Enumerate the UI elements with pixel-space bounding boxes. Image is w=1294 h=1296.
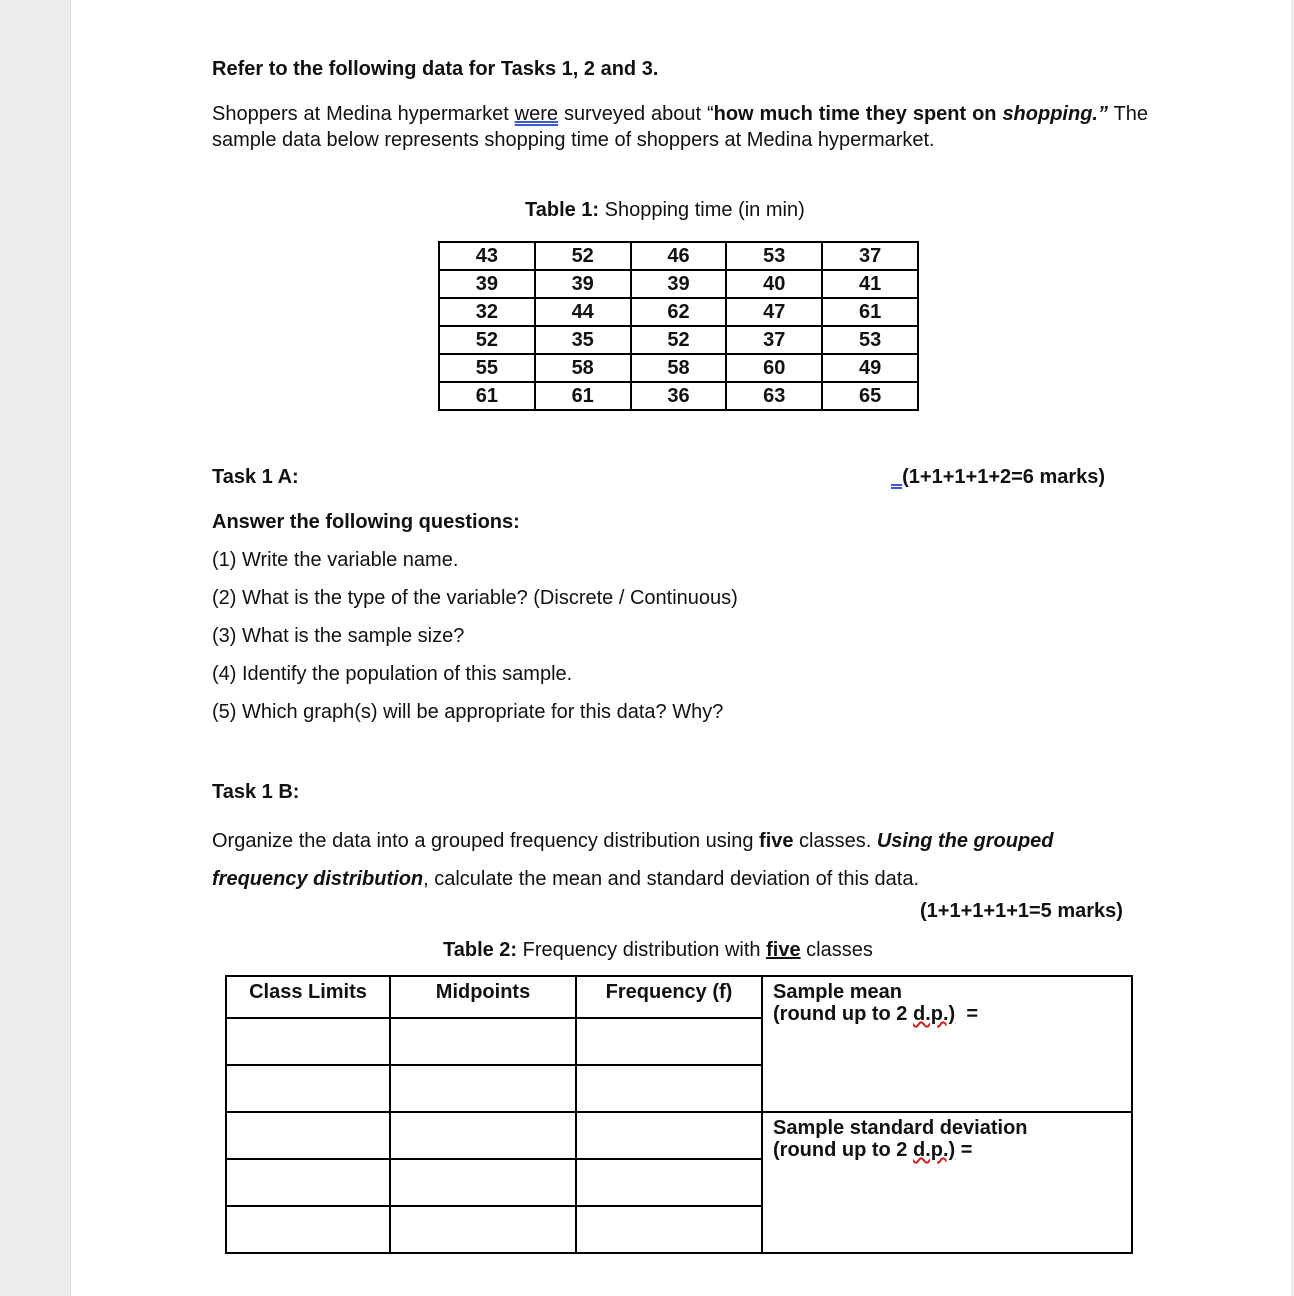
table2-caption [443,939,873,962]
table1-cell: 44 [535,298,631,326]
table1-cell: 61 [535,382,631,410]
table1-cell: 53 [822,326,918,354]
eq: = [955,1139,973,1161]
table1-cell: 61 [822,298,918,326]
caption-five: five [766,939,801,961]
table1-cell: 63 [726,382,822,410]
table2 [225,975,1133,1254]
sd-round [773,1139,1121,1161]
intro-bold-italic: shopping.” [1002,103,1108,125]
midpoint-cell[interactable] [390,1159,576,1206]
midpoint-cell[interactable] [390,1018,576,1065]
question-4: (4) Identify the population of this sample. [212,663,573,685]
table1-cell: 55 [439,354,535,382]
table1-cell: 32 [439,298,535,326]
dp-text: d.p.) [912,1139,956,1161]
table1-cell: 47 [726,298,822,326]
t1b-text: classes. [793,830,877,852]
header-frequency: Frequency (f) [576,976,762,1018]
caption-label: Table 2: [443,939,518,961]
intro-text: Shoppers at Medina hypermarket [212,103,515,125]
table1-cell: 49 [822,354,918,382]
table1-cell: 58 [535,354,631,382]
header-midpoints: Midpoints [390,976,576,1018]
table1-cell: 65 [822,382,918,410]
round-text: (round up to 2 [773,1139,913,1161]
table1-cell: 53 [726,242,822,270]
t1b-text: , calculate the mean and standard deviation of this data. [423,868,920,890]
caption-text: classes [800,939,873,961]
midpoint-cell[interactable] [390,1206,576,1253]
frequency-cell[interactable] [576,1018,762,1065]
table1 [438,241,919,411]
table1-row [439,354,918,382]
frequency-cell[interactable] [576,1159,762,1206]
mean-label: Sample mean [773,981,902,1003]
intro-bold: how much time they spent on [713,103,997,125]
frequency-cell[interactable] [576,1112,762,1159]
caption-text: Frequency distribution with [517,939,767,961]
table1-cell: 37 [726,326,822,354]
table1-row [439,382,918,410]
table1-cell: 39 [439,270,535,298]
class-limits-cell[interactable] [226,1112,390,1159]
frequency-cell[interactable] [576,1206,762,1253]
heading: Refer to the following data for Tasks 1, 2 and 3. [212,58,659,80]
class-limits-cell[interactable] [226,1206,390,1253]
frequency-cell[interactable] [576,1065,762,1112]
table1-cell: 46 [631,242,727,270]
t1b-text: Organize the data into a grouped frequency distribution using [212,830,760,852]
sample-sd-cell[interactable] [762,1112,1132,1253]
table1-cell: 61 [439,382,535,410]
table1-row [439,270,918,298]
intro-text: The sample data below represents shopping time of shoppers at Medina hypermarket. [212,103,1148,151]
table1-cell: 52 [535,242,631,270]
table1-caption [525,199,805,222]
table1-cell: 36 [631,382,727,410]
task1b-title: Task 1 B: [212,781,300,803]
table1-cell: 39 [535,270,631,298]
task1a-subtitle: Answer the following questions: [212,511,520,533]
table1-cell: 41 [822,270,918,298]
question-3: (3) What is the sample size? [212,625,465,647]
class-limits-cell[interactable] [226,1159,390,1206]
intro-paragraph [212,101,1148,153]
table1-cell: 40 [726,270,822,298]
class-limits-cell[interactable] [226,1018,390,1065]
table1-cell: 52 [631,326,727,354]
t1b-five: five [759,830,794,852]
table1-cell: 62 [631,298,727,326]
midpoint-cell[interactable] [390,1112,576,1159]
marks-text: (1+1+1+1+2=6 marks) [902,466,1106,488]
question-1: (1) Write the variable name. [212,549,459,571]
caption-label: Table 1: [525,199,600,221]
table1-row [439,242,918,270]
dp-text: d.p.) [912,1003,956,1025]
mean-round [773,1003,1121,1025]
t1b-bold-italic: Using the grouped frequency distribution [212,830,1054,890]
table1-cell: 43 [439,242,535,270]
table1-cell: 60 [726,354,822,382]
caption-text: Shopping time (in min) [599,199,805,221]
table1-cell: 52 [439,326,535,354]
table1-cell: 39 [631,270,727,298]
header-class-limits: Class Limits [226,976,390,1018]
round-text: (round up to 2 [773,1003,913,1025]
task1b-marks: (1+1+1+1+1=5 marks) [920,900,1123,922]
eq: = [955,1003,978,1025]
task1a-marks [891,466,1105,489]
class-limits-cell[interactable] [226,1065,390,1112]
table1-row [439,298,918,326]
table1-cell: 37 [822,242,918,270]
midpoint-cell[interactable] [390,1065,576,1112]
intro-text: surveyed about “ [558,103,714,125]
sample-mean-cell[interactable] [762,976,1132,1112]
task1b-paragraph [212,822,1152,898]
task1a-title: Task 1 A: [212,466,299,488]
table1-cell: 58 [631,354,727,382]
question-2: (2) What is the type of the variable? (Discrete / Continuous) [212,587,738,609]
sd-label: Sample standard deviation [773,1117,1028,1139]
table1-row [439,326,918,354]
table1-cell: 35 [535,326,631,354]
question-5: (5) Which graph(s) will be appropriate for this data? Why? [212,701,724,723]
intro-were: were [514,103,559,125]
